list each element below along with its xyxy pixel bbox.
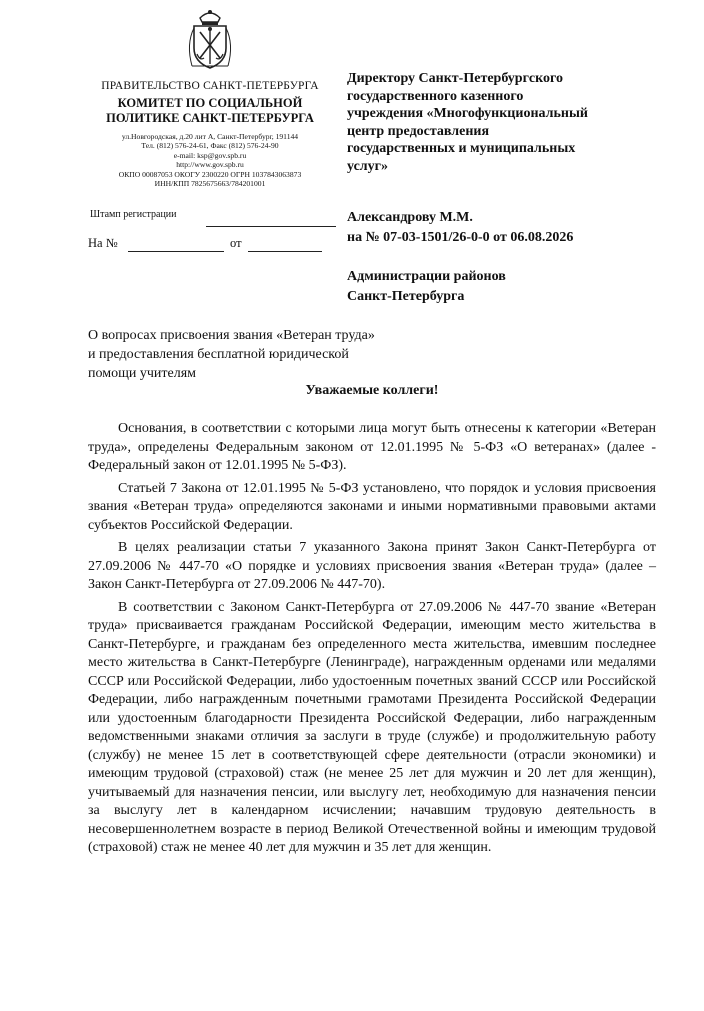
- committee-name: [88, 96, 332, 126]
- district-administrations: [347, 267, 667, 307]
- subject-line-3: помощи учителям: [88, 366, 197, 381]
- st-petersburg-coat-of-arms-icon: [182, 8, 238, 74]
- recipient: [347, 208, 667, 248]
- stamp-line: [206, 226, 336, 227]
- addressee-line: услуг»: [347, 158, 388, 174]
- addressee-line: государственных и муниципальных: [347, 141, 576, 156]
- date-line: [248, 251, 322, 252]
- body-paragraph: Статьей 7 Закона от 12.01.1995 № 5-ФЗ установлено, что порядок и условия присвоения звания «Ветеран труда» определяются законами и иными нормативными правовыми актами субъектов Российской Федерации.: [88, 480, 656, 533]
- from-label: от: [230, 236, 242, 250]
- subject-line-1: О вопросах присвоения звания «Ветеран труда»: [88, 328, 375, 343]
- letter-body: [88, 420, 656, 862]
- stamp-label: Штамп регистрации: [90, 209, 177, 220]
- letter-subject: [88, 326, 448, 383]
- website: http://www.gov.spb.ru: [176, 160, 244, 170]
- committee-line-1: КОМИТЕТ ПО СОЦИАЛЬНОЙ: [117, 96, 303, 110]
- addressee-line: учреждения «Многофункциональный: [347, 106, 588, 121]
- greeting: Уважаемые коллеги!: [305, 383, 439, 398]
- subject-line-2: и предоставления бесплатной юридической: [88, 347, 349, 362]
- number-label: На №: [88, 236, 118, 250]
- addressee-line: центр предоставления: [347, 123, 490, 139]
- body-paragraph: В соответствии с Законом Санкт-Петербурга от 27.09.2006 № 447-70 звание «Ветеран труда» присваивается гражданам Российской Федерации, имеющим место жительства в Санкт-Петербурге, и гражданам без определенного места жительства, имевшим последнее место жительства в Санкт-Петербурге (Ленинграде), награжденным орденами или медалями СССР или Российской Федерации, либо удостоенным почетных званий СССР или Российской Федерации, либо награжденным почетными грамотами Президента Российской Федерации или удостоенным благодарности Президента Российской Федерации, либо награжденным ведомственными знаками отличия за заслуги в труде (службе) и продолжительную работу (службу) не менее 15 лет в соответствующей сфере деятельности (отрасли экономики) и имеющим трудовой (страховой) стаж (не менее 25 лет для мужчин и 20 лет для женщин), учитываемый для назначения пенсии, или выслугу лет, необходимую для назначения пенсии за выслугу лет в календарном исчислении; начавшим трудовую деятельность в несовершеннолетнем возрасте в период Великой Отечественной войны и имеющим трудовой (страховой) стаж не менее 40 лет для мужчин и 35 лет для женщин.: [88, 599, 656, 855]
- email: e-mail: ksp@gov.spb.ru: [173, 150, 247, 160]
- body-paragraph: В целях реализации статьи 7 указанного Закона принят Закон Санкт-Петербурга от 27.09.2006 № 447-70 «О порядке и условиях присвоения звания «Ветеран труда» (далее – Закон Санкт-Петербурга от 27.09.2006 № 447-70).: [88, 540, 656, 592]
- contact-details: [88, 132, 332, 188]
- admins-line-1: Администрации районов: [347, 269, 506, 284]
- number-line: [128, 251, 224, 252]
- government-name: ПРАВИТЕЛЬСТВО САНКТ-ПЕТЕРБУРГА: [101, 80, 319, 92]
- body-paragraph: Основания, в соответствии с которыми лица могут быть отнесены к категории «Ветеран труда», определены Федеральным законом от 12.01.1995 № 5-ФЗ «О ветеранах» (далее - Федеральный закон от 12.01.1995 № 5-ФЗ).: [88, 421, 656, 473]
- codes-inn: ИНН/КПП 7825675663/784201001: [154, 179, 266, 189]
- recipient-reference: на № 07-03-1501/26-0-0 от 06.08.2026: [347, 230, 574, 245]
- codes-okpo: ОКПО 00087053 ОКОГУ 2300220 ОГРН 1037843063873: [118, 169, 302, 179]
- addressee: [347, 70, 652, 175]
- sender-header: [88, 8, 332, 188]
- admins-line-2: Санкт-Петербурга: [347, 289, 465, 304]
- addressee-line: государственного казенного: [347, 88, 524, 104]
- address: ул.Новгородская, д.20 лит А, Санкт-Петербург, 191144: [121, 132, 299, 141]
- committee-line-2: ПОЛИТИКЕ САНКТ-ПЕТЕРБУРГА: [106, 111, 314, 125]
- addressee-line: Директору Санкт-Петербургского: [347, 71, 564, 86]
- recipient-name: Александрову М.М.: [347, 210, 473, 225]
- phone-fax: Тел. (812) 576-24-61, Факс (812) 576-24-90: [141, 141, 279, 151]
- incoming-reference: [88, 236, 338, 256]
